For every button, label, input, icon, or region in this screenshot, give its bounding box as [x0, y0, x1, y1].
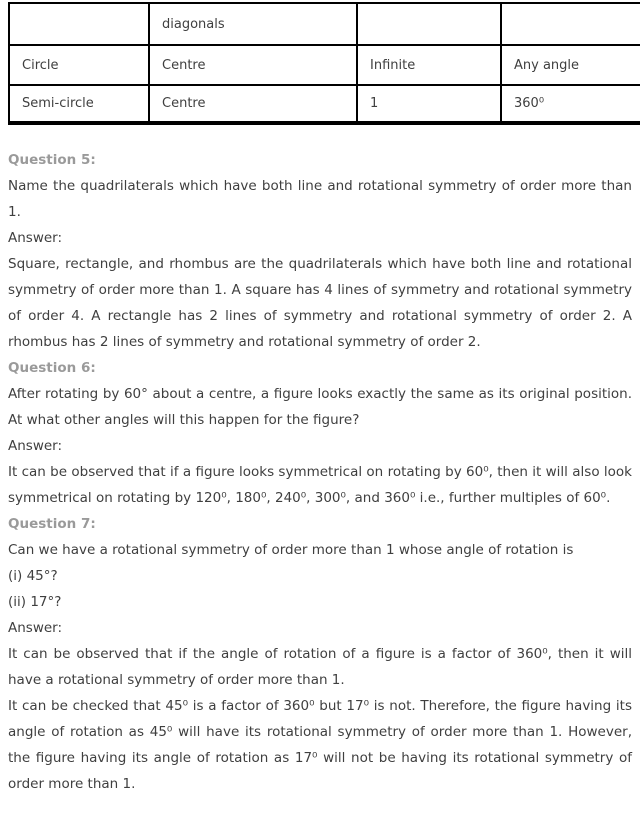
table-cell: 360⁰: [501, 85, 640, 123]
solutions-text: [8, 147, 632, 797]
table-cell: [501, 3, 640, 45]
table-cell: Centre: [149, 85, 357, 123]
table-row: [9, 45, 640, 85]
question-heading: Question 5:: [8, 152, 96, 168]
answer-label: Answer:: [8, 230, 63, 246]
question-heading: Question 7:: [8, 516, 96, 532]
table-row: [9, 85, 640, 123]
table-cell: Infinite: [357, 45, 501, 85]
question-subitem: (i) 45°?: [8, 568, 58, 584]
question-7-section: [8, 511, 632, 797]
table-cell: Circle: [9, 45, 149, 85]
answer-paragraph: It can be observed that if a figure looks symmetrical on rotating by 60⁰, then it will also look symmetrical on rotating by 120⁰, 180⁰, 240⁰, 300⁰, and 360⁰ i.e., further multiples of 60⁰.: [8, 464, 632, 506]
table-row: [9, 3, 640, 45]
symmetry-table: [8, 2, 640, 125]
table-cell: [357, 3, 501, 45]
table-cell: 1: [357, 85, 501, 123]
answer-label: Answer:: [8, 620, 63, 636]
answer-paragraph: Square, rectangle, and rhombus are the quadrilaterals which have both line and rotational symmetry of order more than 1. A square has 4 lines of symmetry and rotational symmetry of order 4. A rectangle has 2 lines of symmetry and rotational symmetry of order 2. A rhombus has 2 lines of symmetry and rotational symmetry of order 2.: [8, 256, 632, 350]
symmetry-table-container: [8, 2, 640, 136]
answer-paragraph: It can be checked that 45⁰ is a factor of 360⁰ but 17⁰ is not. Therefore, the figure having its angle of rotation as 45⁰ will have its rotational symmetry of order more than 1. However, the figure having its angle of rotation as 17⁰ will not be having its rotational symmetry of order more than 1.: [8, 698, 632, 792]
question-6-section: [8, 355, 632, 511]
question-text: Name the quadrilaterals which have both line and rotational symmetry of order more than 1.: [8, 178, 632, 220]
question-heading: Question 6:: [8, 360, 96, 376]
table-cell: [9, 3, 149, 45]
table-cell: diagonals: [149, 3, 357, 45]
question-text: Can we have a rotational symmetry of order more than 1 whose angle of rotation is: [8, 542, 574, 558]
table-cell: Centre: [149, 45, 357, 85]
answer-paragraph: It can be observed that if the angle of rotation of a figure is a factor of 360⁰, then it will have a rotational symmetry of order more than 1.: [8, 646, 632, 688]
table-cell: Any angle: [501, 45, 640, 85]
table-cell: Semi-circle: [9, 85, 149, 123]
question-5-section: [8, 147, 632, 355]
answer-label: Answer:: [8, 438, 63, 454]
question-subitem: (ii) 17°?: [8, 594, 62, 610]
question-text: After rotating by 60° about a centre, a figure looks exactly the same as its original position. At what other angles will this happen for the figure?: [8, 386, 632, 428]
